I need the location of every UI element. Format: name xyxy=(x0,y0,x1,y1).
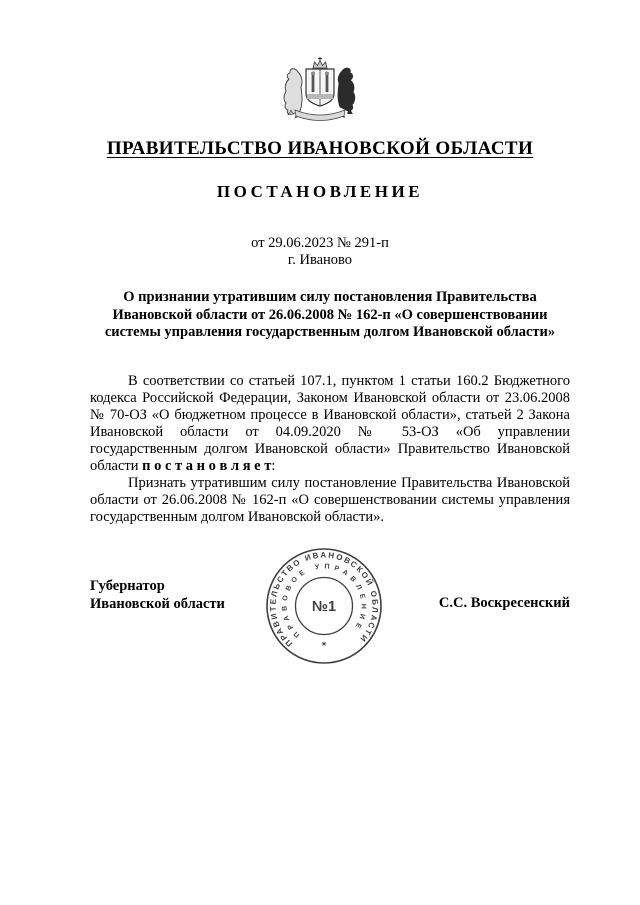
stamp-svg xyxy=(264,546,384,666)
stamp-outer-ring-text: ПРАВИТЕЛЬСТВО ИВАНОВСКОЙ ОБЛАСТИ xyxy=(268,550,380,649)
shuttle-shape xyxy=(326,75,329,92)
document-body xyxy=(90,373,570,526)
shuttle-top-shape xyxy=(325,72,329,76)
eagle-supporter-shape xyxy=(338,68,355,111)
coat-of-arms-svg xyxy=(277,56,363,122)
doc-type-heading: ПОСТАНОВЛЕНИЕ xyxy=(216,182,424,201)
stamp-bottom-mark: ✳ xyxy=(321,642,327,648)
ribbon-shape xyxy=(295,110,345,121)
torch-shape xyxy=(312,75,315,92)
signatory-name: С.С. Воскресенский xyxy=(438,595,570,611)
signatory-post-line-1: Губернатор xyxy=(90,578,165,594)
city-line: г. Иваново xyxy=(287,251,353,268)
coat-of-arms-icon xyxy=(277,56,363,122)
stamp-number-text: №1 xyxy=(311,599,337,615)
shield-base-band xyxy=(307,94,333,99)
title-line-1: О признании утратившим силу постановления Правительства xyxy=(123,289,537,305)
torch-flame-shape xyxy=(311,72,315,76)
signatory-post-line-2: Ивановской области xyxy=(90,596,225,612)
date-number-line: от 29.06.2023 № 291-п xyxy=(251,235,389,251)
paragraph-preamble-text: В соответствии со статьей 107.1, пунктом 1 статьи 160.2 Бюджетного кодекса Российской Федерации, Законом Ивановской области от 23.06.2008 № 70-ОЗ «О бюджетном процессе в Ивановской области», статьей 2 Закона Ивановской области от 04.09.2020 № 53-ОЗ «Об управлении государственным долгом Ивановской области» Правительство Ивановской области xyxy=(90,373,570,474)
org-name-heading xyxy=(0,138,640,160)
decree-verb-emphasis: п о с т а н о в л я е т xyxy=(142,458,272,474)
document-title xyxy=(90,289,570,342)
paragraph-resolution: Признать утратившим силу постановление Правительства Ивановской области от 26.06.2008 № 162-п «О совершенствовании системы управления государственным долгом Ивановской области». xyxy=(90,475,570,525)
paragraph-preamble xyxy=(90,373,570,475)
stamp-inner-ring-text: ПРАВОВОЕ УПРАВЛЕНИЕ xyxy=(281,563,367,639)
official-round-stamp xyxy=(264,546,384,666)
signatory-post xyxy=(90,577,225,613)
org-name-text: ПРАВИТЕЛЬСТВО ИВАНОВСКОЙ ОБЛАСТИ xyxy=(106,138,534,159)
date-city-block xyxy=(0,235,640,268)
title-line-2: Ивановской области от 26.06.2008 № 162-п «О совершенствовании xyxy=(112,306,548,323)
title-line-3: системы управления государственным долгом Ивановской области» xyxy=(104,324,556,340)
crown-shape xyxy=(313,61,327,69)
lion-supporter-shape xyxy=(284,69,302,115)
paragraph-preamble-colon: : xyxy=(271,458,276,474)
